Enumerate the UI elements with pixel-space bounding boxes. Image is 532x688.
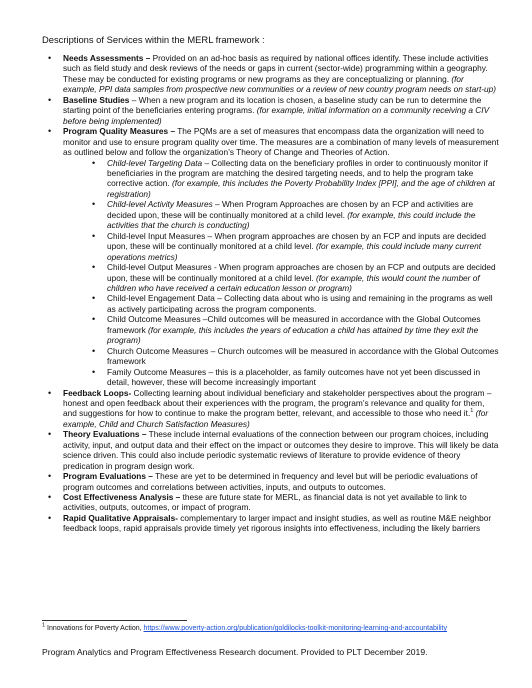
pqm-description: – Collecting data on the beneficiary profiles in order to continuously monitor if beneficiaries in the program are matching the desired targeting needs, and to help the program take corrective action. — [107, 157, 488, 189]
service-description: These are yet to be determined in frequency and level but will be periodic evaluations of program outcomes and correlations between activities, inputs, and outputs to outcomes. — [63, 471, 478, 492]
pqm-item-church-outcome-measures — [86, 346, 499, 367]
pqm-example: (for example, this could include many current operations metrics) — [107, 241, 482, 262]
pqm-example: (for example, this includes the Poverty Probability Index [PPI], and the age of children at registration) — [107, 178, 495, 199]
pqm-item-family-outcome-measures — [86, 367, 499, 388]
footnote-link[interactable]: https://www.poverty-action.org/publication/goldilocks-toolkit-monitoring-learning-and-accountability — [143, 625, 447, 632]
pqm-term: Child-level Input Measures — [107, 230, 206, 241]
service-description: The PQMs are a set of measures that encompass data the organization will need to monitor and use to ensure program quality over time. The measures are a combination of many levels of measurement as outlined below and follow the organization’s Theory of Change and Theories of Action. — [63, 126, 499, 158]
service-example: (for example, PPI data samples from prospective new communities or a review of new country program needs on start-up) — [63, 73, 497, 95]
footnote — [42, 624, 512, 633]
footnote-divider — [42, 620, 187, 621]
service-term: Baseline Studies — [63, 94, 130, 105]
pqm-term: Child Outcome Measures — [107, 314, 201, 325]
pqm-description: – Church outcomes will be measured in accordance with the Global Outcomes framework — [107, 345, 499, 367]
pqm-term: Child-level Output Measures — [107, 262, 212, 273]
service-term: Feedback Loops- — [63, 387, 132, 398]
footnote-text: Innovations for Poverty Action, — [45, 625, 144, 632]
pqm-item-engagement-data — [86, 293, 499, 314]
footnote-reference[interactable]: 1 — [470, 408, 474, 415]
pqm-term: Child-level Targeting Data — [107, 157, 203, 168]
services-content — [42, 53, 499, 534]
service-term: Program Quality Measures – — [63, 126, 176, 137]
service-item-baseline-studies — [42, 95, 499, 126]
pqm-description: – When program approaches are chosen by an FCP and inputs are decided upon, these will be continually monitored at a child level. — [107, 230, 486, 252]
pqm-sublist — [63, 158, 499, 388]
service-item-program-quality-measures — [42, 126, 499, 387]
pqm-term: Church Outcome Measures — [107, 345, 209, 356]
pqm-term: Child-level Engagement Data — [107, 293, 215, 304]
service-term: Needs Assessments – — [63, 53, 151, 63]
pqm-description: – Collecting data about who is using and remaining in the programs as well as actively participating across the program components. — [107, 293, 493, 314]
pqm-term: Family Outcome Measures — [107, 366, 207, 377]
service-description: these are future state for MERL, as financial data is not yet available to link to activities, outputs, outcomes, or impact of program. — [63, 492, 467, 513]
service-term: Theory Evaluations – — [63, 429, 147, 440]
pqm-description: - When program approaches are chosen by an FCP and outputs are decided upon, these will be continually monitored at a child level. — [107, 262, 496, 283]
pqm-description: – When Program Approaches are chosen by an FCP and activities are decided upon, these will be continually monitored at a child level. — [107, 199, 474, 220]
service-item-needs-assessments — [42, 53, 499, 95]
service-description: Collecting learning about individual beneficiary and stakeholder perspectives about the program – honest and open feedback about their experiences with the program, the program’s relevance and quality for them, and suggestions for how to continue to make the program better, relevant, and accessible to those who need it. — [63, 387, 492, 419]
service-item-cost-effectiveness-analysis — [42, 492, 499, 513]
pqm-description: –Child outcomes will be measured in accordance with the Global Outcomes framework — [107, 314, 481, 335]
service-example: (for example, initial information on a community receiving a CIV before being implemented) — [63, 105, 490, 126]
pqm-example: (for example, this would count the number of children who have received a certain education lesson or program) — [107, 272, 480, 293]
service-term: Cost Effectiveness Analysis – — [63, 492, 181, 503]
service-term: Program Evaluations – — [63, 471, 153, 482]
footnote-mark: 1 — [42, 622, 46, 629]
pqm-item-input-measures — [86, 231, 499, 262]
pqm-item-output-measures — [86, 262, 499, 293]
pqm-term: Child-level Activity Measures — [107, 199, 213, 210]
service-term: Rapid Qualitative Appraisals- — [63, 512, 178, 523]
service-description: These include internal evaluations of the connection between our program choices, including activity, input, and output data and their effect on the impact or outcomes they desire to improve. This will likely be data science driven. This could also include periodic systematic reviews of literature to provide evidence of theory predication in program design work. — [63, 429, 499, 471]
pqm-example: (for example, this includes the years of education a child has attained by time they exit the program) — [107, 324, 479, 346]
service-description: complementary to larger impact and insight studies, as well as routine M&E neighbor feedback loops, rapid appraisals provide timely yet rigorous insights into effectiveness, including the likely barriers — [63, 512, 492, 534]
service-description: – When a new program and its location is chosen, a baseline study can be run to determine the starting point of the beneficiaries entering programs. — [63, 94, 482, 116]
services-list — [42, 53, 499, 534]
service-description: Provided on an ad-hoc basis as required by national offices identify. These include activities such as field study and desk reviews of the needs or gaps in current (sector-wide) programming within a geography. These may be conducted for existing programs or new programs as they are conceptualizing or planning. — [63, 53, 489, 84]
service-item-theory-evaluations — [42, 429, 499, 471]
service-item-feedback-loops — [42, 388, 499, 430]
pqm-item-child-outcome-measures — [86, 314, 499, 345]
service-example: (for example, Child and Church Satisfaction Measures) — [63, 408, 489, 429]
pqm-example: (for example, this could include the activities that the church is conducting) — [107, 209, 476, 231]
pqm-item-activity-measures — [86, 199, 499, 230]
service-item-rapid-qualitative-appraisals — [42, 513, 499, 534]
page-heading: Descriptions of Services within the MERL framework : — [42, 34, 265, 45]
pqm-description: – this is a placeholder, as family outcomes have not yet been discussed in detail, however, these will become increasingly important — [107, 366, 481, 388]
pqm-item-targeting-data — [86, 158, 499, 200]
page-footer: Program Analytics and Program Effectiveness Research document. Provided to PLT December 2019. — [42, 647, 428, 657]
service-item-program-evaluations — [42, 471, 499, 492]
